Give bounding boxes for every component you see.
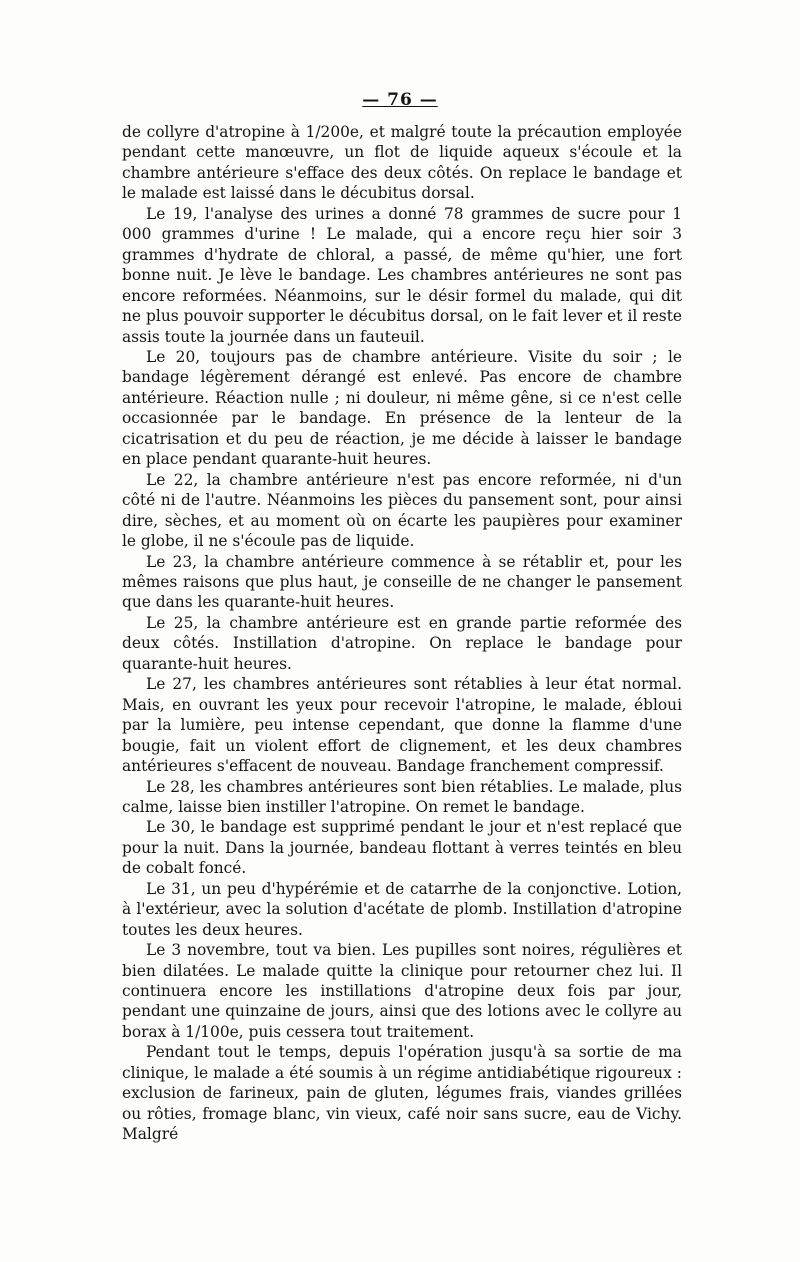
paragraph-november-3: Le 3 novembre, tout va bien. Les pupilles sont noires, régulières et bien dilatées. Le malade quitte la clinique pour retourner chez lui. Il continuera encore les instillations d'atropine deux fois par jour, pendant une quinzaine de jours, ainsi que des lotions avec le collyre au borax à 1/100e, puis cessera tout traitement.: [122, 941, 682, 1041]
paragraph-day-31: Le 31, un peu d'hypérémie et de catarrhe de la conjonctive. Lotion, à l'extérieur, avec la solution d'acétate de plomb. Instillation d'atropine toutes les deux heures.: [122, 879, 682, 939]
paragraph-day-19: Le 19, l'analyse des urines a donné 78 grammes de sucre pour 1 000 grammes d'urine ! Le malade, qui a encore reçu hier soir 3 grammes d'hydrate de chloral, a passé, de même qu'hier, une fort bonne nuit. Je lève le bandage. Les chambres antérieures ne sont pas encore reformées. Néanmoins, sur le désir formel du malade, qui dit ne plus pouvoir supporter le décubitus dorsal, on le fait lever et il reste assis toute la journée dans un fauteuil.: [122, 204, 682, 346]
paragraph-day-27: Le 27, les chambres antérieures sont rétablies à leur état normal. Mais, en ouvrant les yeux pour recevoir l'atropine, le malade, ébloui par la lumière, peu intense cependant, que donne la flamme d'une bougie, fait un violent effort de clignement, et les deux chambres antérieures s'effacent de nouveau. Bandage franchement compressif.: [122, 675, 682, 776]
paragraph-day-30: Le 30, le bandage est supprimé pendant le jour et n'est replacé que pour la nuit. Dans la journée, bandeau flottant à verres teintés en bleu de cobalt foncé.: [122, 818, 682, 878]
paragraph-regime: Pendant tout le temps, depuis l'opération jusqu'à sa sortie de ma clinique, le malade a été soumis à un régime antidiabétique rigoureux : exclusion de farineux, pain de gluten, légumes frais, viandes grillées ou rôties, fromage blanc, vin vieux, café noir sans sucre, eau de Vichy. Malgré: [122, 1043, 682, 1144]
paragraph-day-22: Le 22, la chambre antérieure n'est pas encore reformée, ni d'un côté ni de l'autre. Néanmoins les pièces du pansement sont, pour ainsi dire, sèches, et au moment où on écarte les paupières pour examiner le globe, il ne s'écoule pas de liquide.: [122, 470, 682, 551]
body-text: [122, 122, 682, 1145]
paragraph-day-20: Le 20, toujours pas de chambre antérieure. Visite du soir ; le bandage légèrement dérangé est enlevé. Pas encore de chambre antérieure. Réaction nulle ; ni douleur, ni même gêne, si ce n'est celle occasionnée par le bandage. En présence de la lenteur de la cicatrisation et du peu de réaction, je me décide à laisser le bandage en place pendant quarante-huit heures.: [122, 347, 682, 469]
paragraph-day-23: Le 23, la chambre antérieure commence à se rétablir et, pour les mêmes raisons que plus haut, je conseille de ne changer le pansement que dans les quarante-huit heures.: [122, 552, 682, 612]
page-number: — 76 —: [362, 90, 438, 110]
paragraph-day-28: Le 28, les chambres antérieures sont bien rétablies. Le malade, plus calme, laisse bien instiller l'atropine. On remet le bandage.: [122, 777, 682, 816]
paragraph-day-25: Le 25, la chambre antérieure est en grande partie reformée des deux côtés. Instillation d'atropine. On replace le bandage pour quarante-huit heures.: [122, 613, 682, 673]
paragraph-continuation: de collyre d'atropine à 1/200e, et malgré toute la précaution employée pendant cette manœuvre, un flot de liquide aqueux s'écoule et la chambre antérieure s'efface des deux côtés. On replace le bandage et le malade est laissé dans le décubitus dorsal.: [122, 123, 682, 203]
